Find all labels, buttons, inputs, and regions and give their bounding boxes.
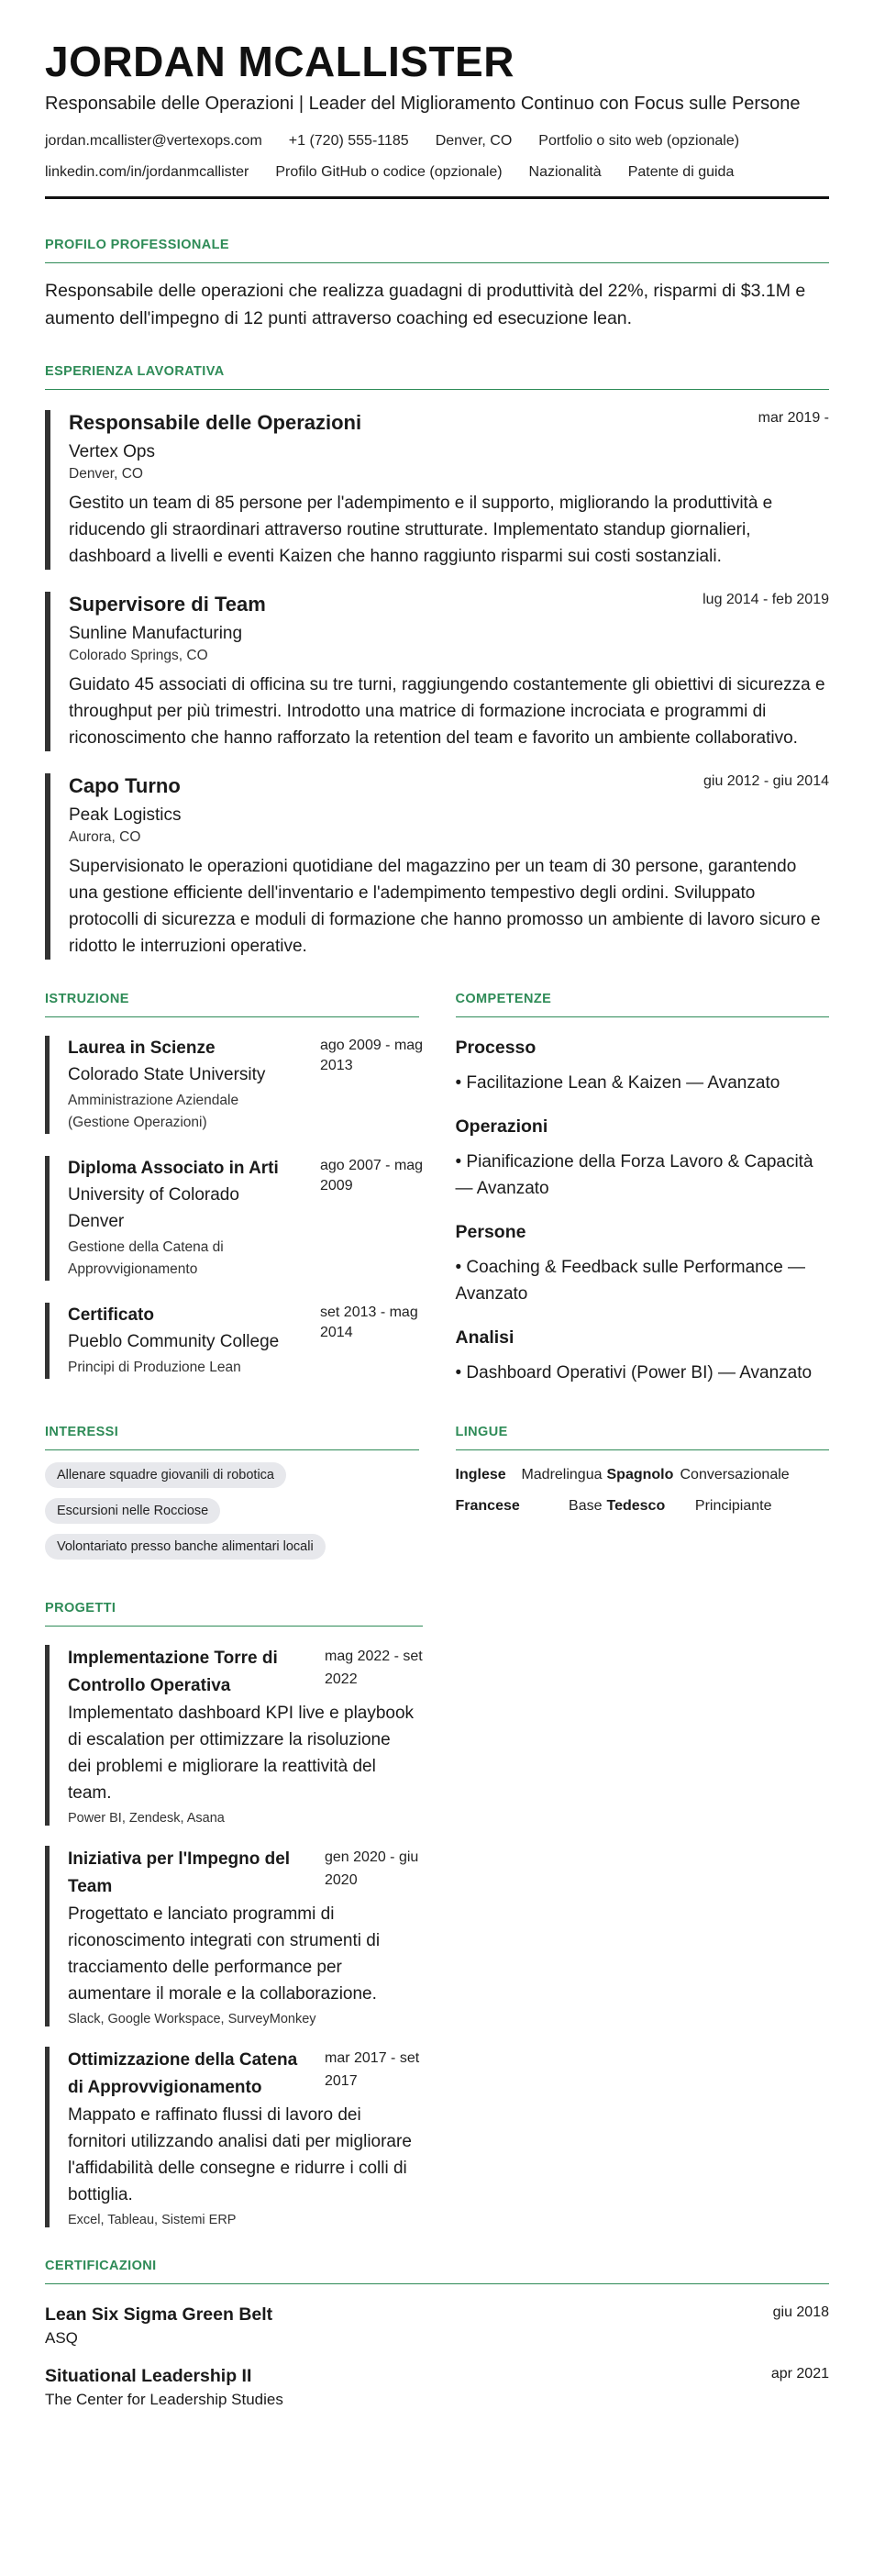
project-tools: Power BI, Zendesk, Asana bbox=[68, 1811, 225, 1826]
interest-chip: Escursioni nelle Rocciose bbox=[45, 1498, 220, 1524]
certification-name: Situational Leadership II bbox=[45, 2366, 252, 2386]
language-level: Principiante bbox=[694, 1498, 772, 1514]
job-title: Responsabile delle Operazioni bbox=[69, 411, 362, 434]
job-description: Gestito un team di 85 persone per l'adempimento e il supporto, migliorando la produttività e riducendo gli straordinari attraverso routine strutturate. Implementato standup giornalieri, dashboard a livelli e eventi Kaizen che hanno raggiunto risparmi sui costi sostanziali. bbox=[69, 494, 773, 566]
section-title-languages: LINGUE bbox=[456, 1425, 830, 1450]
language-name: Spagnolo bbox=[606, 1467, 674, 1482]
contact-info bbox=[45, 133, 829, 181]
education-entry bbox=[45, 1156, 424, 1281]
company-name: Sunline Manufacturing bbox=[69, 624, 243, 643]
job-date: giu 2012 - giu 2014 bbox=[703, 773, 829, 789]
project-description: Mappato e raffinato flussi di lavoro dei fornitori utilizzando analisi dati per migliorare l'affidabilità delle consegne e ridurre i colli di bottiglia. bbox=[68, 2105, 412, 2204]
profile-summary: Responsabile delle operazioni che realizza guadagni di produttività del 22%, risparmi di $3.1M e aumento dell'impegno di 12 punti attraverso coaching ed esecuzione lean. bbox=[45, 281, 806, 328]
two-column-row bbox=[45, 1425, 829, 1570]
job-location: Aurora, CO bbox=[69, 829, 141, 845]
job-location: Denver, CO bbox=[69, 466, 143, 482]
language-name: Francese bbox=[455, 1498, 520, 1514]
job-date: mar 2019 - bbox=[758, 410, 829, 426]
degree-title: Diploma Associato in Arti bbox=[68, 1159, 279, 1178]
job-title: Capo Turno bbox=[69, 774, 181, 797]
profile-section bbox=[45, 238, 829, 332]
section-title-certifications: CERTIFICAZIONI bbox=[45, 2259, 829, 2284]
contact-location: Denver, CO bbox=[435, 133, 513, 149]
company-name: Peak Logistics bbox=[69, 805, 182, 825]
section-title-skills: COMPETENZE bbox=[456, 992, 830, 1017]
education-entry bbox=[45, 1303, 419, 1379]
headline: Responsabile delle Operazioni | Leader del Miglioramento Continuo con Focus sulle Persone bbox=[45, 94, 801, 114]
languages-grid bbox=[456, 1467, 830, 1515]
education-date: ago 2007 - mag 2009 bbox=[320, 1158, 424, 1194]
certifications-section bbox=[45, 2259, 829, 2409]
language-level: Base bbox=[569, 1498, 603, 1514]
skill-group-title: Processo bbox=[455, 1038, 537, 1058]
section-title-education: ISTRUZIONE bbox=[45, 992, 419, 1017]
language-level: Madrelingua bbox=[521, 1467, 603, 1482]
job-date: lug 2014 - feb 2019 bbox=[703, 592, 829, 607]
project-tools: Excel, Tableau, Sistemi ERP bbox=[68, 2213, 237, 2227]
education-date: ago 2009 - mag 2013 bbox=[320, 1038, 424, 1073]
interest-chip: Allenare squadre giovanili di robotica bbox=[45, 1462, 286, 1488]
experience-entry bbox=[45, 410, 829, 570]
project-title: Ottimizzazione della Catena di Approvvigionamento bbox=[68, 2050, 298, 2097]
contact-driving-license: Patente di guida bbox=[627, 164, 735, 180]
skill-item: • Coaching & Feedback sulle Performance — Avanzato bbox=[455, 1258, 806, 1304]
education-entry bbox=[45, 1036, 424, 1134]
projects-section bbox=[45, 1601, 423, 2227]
skills-section bbox=[456, 992, 830, 1386]
interest-chip: Volontariato presso banche alimentari locali bbox=[45, 1534, 326, 1560]
certification-name: Lean Six Sigma Green Belt bbox=[45, 2304, 273, 2325]
skill-group bbox=[456, 1116, 830, 1202]
contact-github[interactable]: Profilo GitHub o codice (opzionale) bbox=[275, 164, 503, 180]
section-title-profile: PROFILO PROFESSIONALE bbox=[45, 238, 829, 263]
languages-section bbox=[456, 1425, 830, 1570]
contact-linkedin[interactable]: linkedin.com/in/jordanmcallister bbox=[45, 164, 249, 180]
certification-date: apr 2021 bbox=[770, 2366, 829, 2382]
job-description: Guidato 45 associati di officina su tre turni, raggiungendo costantemente gli obiettivi di sicurezza e throughput per più trimestri. Introdotto una matrice di formazione incrociata e programmi di riconoscimento che hanno rafforzato la retention del team e favorito un ambiente collaborativo. bbox=[69, 675, 825, 748]
project-entry bbox=[45, 1645, 423, 1826]
project-title: Implementazione Torre di Controllo Operativa bbox=[68, 1649, 278, 1695]
contact-portfolio[interactable]: Portfolio o sito web (opzionale) bbox=[538, 133, 740, 149]
interest-chips bbox=[45, 1462, 419, 1560]
degree-title: Certificato bbox=[68, 1305, 154, 1325]
company-name: Vertex Ops bbox=[69, 442, 155, 461]
project-entry bbox=[45, 2047, 423, 2227]
project-title: Iniziativa per l'Impegno del Team bbox=[68, 1849, 291, 1896]
language-name: Tedesco bbox=[606, 1498, 666, 1514]
education-date: set 2013 - mag 2014 bbox=[320, 1305, 418, 1340]
education-section bbox=[45, 992, 424, 1386]
header-divider bbox=[45, 196, 829, 199]
field-of-study: Principi di Produzione Lean bbox=[68, 1360, 241, 1375]
experience-section bbox=[45, 364, 829, 960]
contact-phone[interactable]: +1 (720) 555-1185 bbox=[288, 133, 409, 149]
project-date: mar 2017 - set 2017 bbox=[325, 2050, 420, 2089]
two-column-row bbox=[45, 992, 829, 1386]
project-date: gen 2020 - giu 2020 bbox=[325, 1849, 419, 1888]
project-date: mag 2022 - set 2022 bbox=[325, 1649, 423, 1687]
skill-item: • Pianificazione della Forza Lavoro & Capacità — Avanzato bbox=[455, 1152, 813, 1198]
field-of-study: Gestione della Catena di Approvvigionamento bbox=[68, 1239, 224, 1277]
section-title-experience: ESPERIENZA LAVORATIVA bbox=[45, 364, 829, 390]
skill-group bbox=[456, 1327, 830, 1386]
job-location: Colorado Springs, CO bbox=[69, 648, 208, 663]
field-of-study: Amministrazione Aziendale (Gestione Operazioni) bbox=[68, 1093, 239, 1130]
certification-entry bbox=[45, 2366, 829, 2409]
candidate-name: JORDAN MCALLISTER bbox=[45, 38, 514, 85]
skill-group bbox=[456, 1038, 830, 1096]
certification-entry bbox=[45, 2304, 829, 2348]
experience-entry bbox=[45, 773, 829, 960]
interests-section bbox=[45, 1425, 419, 1570]
skill-group-title: Operazioni bbox=[455, 1116, 548, 1137]
skill-item: • Dashboard Operativi (Power BI) — Avanzato bbox=[455, 1363, 813, 1382]
contact-nationality: Nazionalità bbox=[528, 164, 602, 180]
certification-issuer: ASQ bbox=[45, 2329, 78, 2347]
skill-group bbox=[456, 1222, 830, 1307]
project-entry bbox=[45, 1846, 423, 2026]
project-tools: Slack, Google Workspace, SurveyMonkey bbox=[68, 2012, 316, 2026]
skill-group-title: Analisi bbox=[455, 1327, 514, 1348]
certification-issuer: The Center for Leadership Studies bbox=[45, 2391, 283, 2408]
section-title-projects: PROGETTI bbox=[45, 1601, 423, 1627]
skill-item: • Facilitazione Lean & Kaizen — Avanzato bbox=[455, 1073, 780, 1093]
contact-email[interactable]: jordan.mcallister@vertexops.com bbox=[45, 133, 262, 149]
skill-group-title: Persone bbox=[455, 1222, 526, 1242]
project-description: Implementato dashboard KPI live e playbook di escalation per ottimizzare la risoluzione dei problemi e migliorare la reattività del team. bbox=[68, 1704, 415, 1803]
certification-date: giu 2018 bbox=[772, 2304, 829, 2320]
school-name: Colorado State University bbox=[68, 1065, 266, 1084]
job-description: Supervisionato le operazioni quotidiane del magazzino per un team di 30 persone, garantendo una gestione efficiente dell'inventario e l'adempimento tempestivo degli ordini. Sviluppato protocolli di sicurezza e moduli di formazione che hanno promosso un ambiente di lavoro sicuro e ridotto le interruzioni operative. bbox=[69, 857, 821, 956]
school-name: University of Colorado Denver bbox=[68, 1185, 239, 1231]
language-name: Inglese bbox=[455, 1467, 506, 1482]
project-description: Progettato e lanciato programmi di riconoscimento integrati con strumenti di tracciamento delle performance per aumentare il morale e la collaborazione. bbox=[68, 1904, 381, 2004]
experience-entry bbox=[45, 592, 829, 751]
section-title-interests: INTERESSI bbox=[45, 1425, 419, 1450]
job-title: Supervisore di Team bbox=[69, 593, 266, 616]
degree-title: Laurea in Scienze bbox=[68, 1038, 216, 1058]
school-name: Pueblo Community College bbox=[68, 1332, 280, 1351]
language-level: Conversazionale bbox=[680, 1467, 790, 1482]
